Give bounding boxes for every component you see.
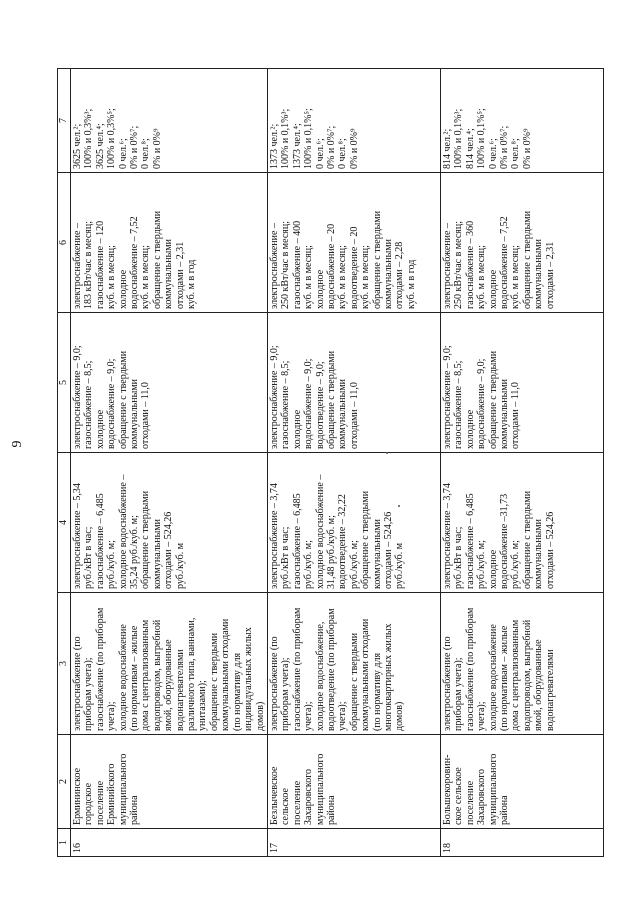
- cell-line: коммунальными: [533, 239, 545, 309]
- cell-line: коммунальными отходами: [220, 618, 232, 731]
- cell-line: руб./куб. м;: [510, 540, 522, 589]
- rotated-table-container: [57, 69, 597, 857]
- cell-line: водоснабжение – 20: [325, 223, 337, 309]
- page-number: 9: [10, 440, 25, 448]
- cell-line: водоотведение – 20: [348, 226, 360, 309]
- cell-line: водоснабжение – 9,0;: [106, 358, 118, 449]
- cell-line: 0% и 0%⁷;: [498, 125, 510, 169]
- header-col-2: 2: [58, 735, 71, 829]
- cell-line: электроснабжение –: [72, 223, 83, 309]
- cell-line: различного типа, ваннами,: [186, 617, 198, 731]
- cell-line: коммунальными: [498, 379, 510, 449]
- cell-line: отходами – 524,26: [544, 511, 556, 589]
- cell-line: (по нормативу для: [371, 652, 383, 731]
- cell-line: газоснабжение – 400: [291, 220, 303, 309]
- cell-line: обращение с твердыми: [360, 490, 372, 589]
- cell-line: руб./куб. м: [174, 542, 186, 589]
- cell-line: коммунальными: [151, 519, 163, 589]
- cell-line: электроснабжение – 3,74: [441, 483, 453, 589]
- cell-line: газоснабжение – 8,5;: [453, 360, 465, 449]
- row-number-cell: 16: [71, 829, 268, 857]
- cell-line: холодное водоснабжение –: [314, 474, 326, 589]
- cell-line: электроснабжение (по: [72, 636, 83, 731]
- cell-line: водонагревателями: [544, 649, 556, 731]
- cell-line: 31,48 руб./куб. м;: [325, 515, 337, 589]
- cell-line: куб. м в год: [405, 259, 417, 309]
- cell-line: домов): [394, 701, 406, 731]
- cell-line: газоснабжение – 360: [464, 220, 476, 309]
- cell-line: обращение с твердыми: [521, 490, 533, 589]
- cell-line: 0% и 0%⁹: [348, 128, 360, 169]
- cell-line: руб./кВт в час;: [453, 526, 465, 589]
- cell-line: 0% и 0%⁹: [521, 128, 533, 169]
- cell-line: дома с централизованным: [140, 619, 152, 731]
- cell-line: 35,24 руб./куб. м;: [129, 515, 141, 589]
- header-col-3: 3: [58, 593, 71, 735]
- cell-line: водоснабжение –31,73: [498, 493, 510, 589]
- cell-line: Ермининское: [72, 767, 83, 825]
- cell-line: 0% и 0%⁷;: [129, 125, 141, 169]
- cell-line: сельское: [280, 788, 292, 825]
- cell-line: 100% и 0,3%³;: [83, 108, 95, 169]
- services-cell: [440, 593, 603, 735]
- cell-line: куб. м в месяц;: [106, 245, 118, 309]
- header-row: [58, 69, 71, 857]
- cell-line: руб./кВт в час;: [83, 526, 95, 589]
- cell-line: учета);: [337, 701, 349, 731]
- scan-speck: [398, 505, 400, 507]
- cell-line: Захаровского: [476, 768, 488, 825]
- cell-line: водоснабжение – 9,0;: [476, 358, 488, 449]
- cell-line: приборам учета);: [280, 657, 292, 731]
- cell-line: газоснабжение – 120: [94, 220, 106, 309]
- growth-cell: [440, 313, 603, 453]
- cell-line: газоснабжение (по приборам: [464, 607, 476, 731]
- volumes-cell: [267, 173, 440, 313]
- cell-line: обращение с твердыми: [371, 210, 383, 309]
- cell-line: газоснабжение – 6,485: [94, 493, 106, 589]
- cell-line: куб. м в месяц;: [360, 245, 372, 309]
- cell-line: Захаровского: [303, 768, 315, 825]
- cell-line: электроснабжение –: [268, 223, 280, 309]
- cell-line: коммунальными: [533, 519, 545, 589]
- cell-line: холодное водоснабжение: [117, 624, 129, 731]
- cell-line: отходами – 2,31: [174, 241, 186, 309]
- cell-line: Безлычевское: [268, 766, 280, 825]
- cell-line: холодное: [314, 269, 326, 309]
- cell-line: поселение: [464, 780, 476, 825]
- cell-line: ямой, оборудованные: [163, 639, 175, 731]
- cell-line: отходами – 11,0: [140, 382, 152, 449]
- cell-line: 3625 чел.²;: [72, 123, 83, 169]
- cell-line: водопроводом, выгребной: [151, 619, 163, 731]
- cell-line: района: [498, 795, 510, 825]
- cell-line: 100% и 0,1%³;: [280, 108, 292, 169]
- cell-line: электроснабжение – 3,74: [268, 483, 280, 589]
- cell-line: 1373 чел.²;: [268, 123, 280, 169]
- cell-line: поселение: [94, 780, 106, 825]
- cell-line: газоснабжение – 8,5;: [83, 360, 95, 449]
- cell-line: руб./кВт в час;: [280, 526, 292, 589]
- municipality-cell: [71, 735, 268, 829]
- cell-line: дома с централизованным: [510, 619, 522, 731]
- population-cell: [267, 69, 440, 173]
- cell-line: домов): [254, 701, 266, 731]
- cell-line: отходами – 524,26: [163, 511, 175, 589]
- cell-line: муниципального: [117, 753, 129, 825]
- cell-line: коммунальными: [382, 239, 394, 309]
- cell-line: 0% и 0%⁹: [151, 128, 163, 169]
- header-col-4: 4: [58, 453, 71, 593]
- cell-line: муниципального: [314, 753, 326, 825]
- table-row: [71, 69, 268, 857]
- cell-line: электроснабжение – 9,0;: [72, 345, 83, 449]
- cell-line: 0 чел.⁸;: [337, 138, 349, 169]
- cell-line: холодное водоснабжение –: [117, 474, 129, 589]
- cell-line: газоснабжение (по приборам: [291, 607, 303, 731]
- cell-line: отходами – 2,31: [544, 241, 556, 309]
- header-col-7: 7: [58, 69, 71, 173]
- cell-line: руб./куб. м;: [303, 540, 315, 589]
- cell-line: ямой, оборудованные: [533, 639, 545, 731]
- cell-line: холодное: [94, 409, 106, 449]
- cell-line: (по нормативу для: [231, 652, 243, 731]
- cell-line: учета);: [106, 701, 118, 731]
- cell-line: холодное: [117, 269, 129, 309]
- cell-line: коммунальными: [337, 379, 349, 449]
- cell-line: обращение с твердыми: [140, 490, 152, 589]
- cell-line: приборам учета);: [453, 657, 465, 731]
- cell-line: куб. м в месяц;: [140, 245, 152, 309]
- growth-cell: [71, 313, 268, 453]
- services-cell: [267, 593, 440, 735]
- cell-line: обращение с твердыми: [325, 350, 337, 449]
- row-number-cell: 17: [267, 829, 440, 857]
- tariff-table: [57, 68, 604, 857]
- growth-cell: [267, 313, 440, 453]
- cell-line: 100% и 0,1%⁵;: [303, 108, 315, 169]
- cell-line: многоквартирных жилых: [382, 623, 394, 731]
- cell-line: (по нормативам – жилые: [498, 625, 510, 731]
- cell-line: обращение с твердыми: [348, 632, 360, 731]
- cell-line: куб. м в месяц;: [303, 245, 315, 309]
- cell-line: холодное: [291, 409, 303, 449]
- cell-line: холодное водоснабжение,: [314, 621, 326, 731]
- cell-line: коммунальными отходами: [360, 618, 372, 731]
- cell-line: 1373 чел.⁴;: [291, 123, 303, 169]
- row-number-cell: 18: [440, 829, 603, 857]
- cell-line: электроснабжение –: [441, 223, 453, 309]
- tariffs-cell: [440, 453, 603, 593]
- cell-line: электроснабжение – 9,0;: [268, 345, 280, 449]
- cell-line: 100% и 0,1%⁵;: [476, 108, 488, 169]
- cell-line: ское сельское: [453, 767, 465, 825]
- cell-line: руб./куб. м;: [106, 540, 118, 589]
- cell-line: обращение с твердыми: [487, 350, 499, 449]
- cell-line: водоснабжение – 7,52: [498, 216, 510, 309]
- cell-line: холодное: [487, 269, 499, 309]
- table-row: [440, 69, 603, 857]
- cell-line: 183 кВт/час в месяц;: [83, 221, 95, 309]
- cell-line: городское: [83, 782, 95, 825]
- tariffs-cell: [71, 453, 268, 593]
- header-col-1: 1: [58, 829, 71, 857]
- cell-line: обращение с твердыми: [208, 632, 220, 731]
- cell-line: обращение с твердыми: [151, 210, 163, 309]
- cell-line: Ерминийского: [106, 763, 118, 825]
- cell-line: поселение: [291, 780, 303, 825]
- tariffs-cell: [267, 453, 440, 593]
- cell-line: 814 чел.⁴;: [464, 128, 476, 169]
- municipality-cell: [440, 735, 603, 829]
- cell-line: 0 чел.⁶;: [117, 138, 129, 169]
- cell-line: района: [325, 795, 337, 825]
- cell-line: водоснабжение – 9,0;: [303, 358, 315, 449]
- cell-line: 0 чел.⁶;: [487, 138, 499, 169]
- cell-line: руб./куб. м: [394, 542, 406, 589]
- cell-line: руб./куб. м;: [348, 540, 360, 589]
- cell-line: 100% и 0,1%³;: [453, 108, 465, 169]
- cell-line: индивидуальных жилых: [243, 627, 255, 731]
- cell-line: учета);: [303, 701, 315, 731]
- cell-line: газоснабжение – 6,485: [291, 493, 303, 589]
- table-row: [267, 69, 440, 857]
- header-col-5: 5: [58, 313, 71, 453]
- cell-line: 0 чел.⁶;: [314, 138, 326, 169]
- cell-line: холодное водоснабжение: [487, 624, 499, 731]
- cell-line: водонагревателями: [174, 649, 186, 731]
- cell-line: района: [129, 795, 141, 825]
- cell-line: (по нормативам – жилые: [129, 625, 141, 731]
- cell-line: коммунальными: [129, 379, 141, 449]
- cell-line: куб. м в месяц;: [476, 245, 488, 309]
- cell-line: учета);: [476, 701, 488, 731]
- cell-line: коммунальными: [163, 239, 175, 309]
- cell-line: отходами – 11,0: [510, 382, 522, 449]
- cell-line: холодное: [487, 549, 499, 589]
- cell-line: электроснабжение (по: [441, 636, 453, 731]
- cell-line: отходами – 11,0: [348, 382, 360, 449]
- cell-line: отходами – 524,26: [382, 511, 394, 589]
- services-cell: [71, 593, 268, 735]
- cell-line: водоотведение (по приборам: [325, 608, 337, 731]
- cell-line: 814 чел.²;: [441, 128, 453, 169]
- cell-line: газоснабжение – 6,485: [464, 493, 476, 589]
- header-col-6: 6: [58, 173, 71, 313]
- cell-line: электроснабжение – 5,34: [72, 483, 83, 589]
- cell-line: водоотведение – 9,0;: [314, 361, 326, 449]
- cell-line: газоснабжение (по приборам: [94, 607, 106, 731]
- population-cell: [440, 69, 603, 173]
- cell-line: холодное: [464, 409, 476, 449]
- cell-line: унитазами);: [197, 680, 209, 731]
- cell-line: водопроводом, выгребной: [521, 619, 533, 731]
- cell-line: 0 чел.⁸;: [140, 138, 152, 169]
- cell-line: 250 кВт/час в месяц;: [453, 221, 465, 309]
- cell-line: отходами – 2,28: [394, 241, 406, 309]
- cell-line: куб. м в месяц;: [510, 245, 522, 309]
- cell-line: 250 кВт/час в месяц;: [280, 221, 292, 309]
- cell-line: 3625 чел.⁴;: [94, 123, 106, 169]
- volumes-cell: [440, 173, 603, 313]
- volumes-cell: [71, 173, 268, 313]
- cell-line: приборам учета);: [83, 657, 95, 731]
- cell-line: водоснабжение – 7,52: [129, 216, 141, 309]
- municipality-cell: [267, 735, 440, 829]
- cell-line: куб. м в месяц;: [337, 245, 349, 309]
- cell-line: 0 чел.⁸;: [510, 138, 522, 169]
- cell-line: газоснабжение – 8,5;: [280, 360, 292, 449]
- cell-line: обращение с твердыми: [117, 350, 129, 449]
- cell-line: электроснабжение – 9,0;: [441, 345, 453, 449]
- cell-line: обращение с твердыми: [521, 210, 533, 309]
- cell-line: Большекоровин-: [441, 754, 453, 825]
- cell-line: муниципального: [487, 753, 499, 825]
- cell-line: куб. м в год: [186, 259, 198, 309]
- population-cell: [71, 69, 268, 173]
- cell-line: 100% и 0,3%⁵;: [106, 108, 118, 169]
- scan-speck: [386, 452, 388, 454]
- cell-line: 0% и 0%⁷;: [325, 125, 337, 169]
- cell-line: руб./куб. м;: [476, 540, 488, 589]
- cell-line: коммунальными: [371, 519, 383, 589]
- cell-line: электроснабжение (по: [268, 636, 280, 731]
- cell-line: водоотведение – 32,22: [337, 494, 349, 589]
